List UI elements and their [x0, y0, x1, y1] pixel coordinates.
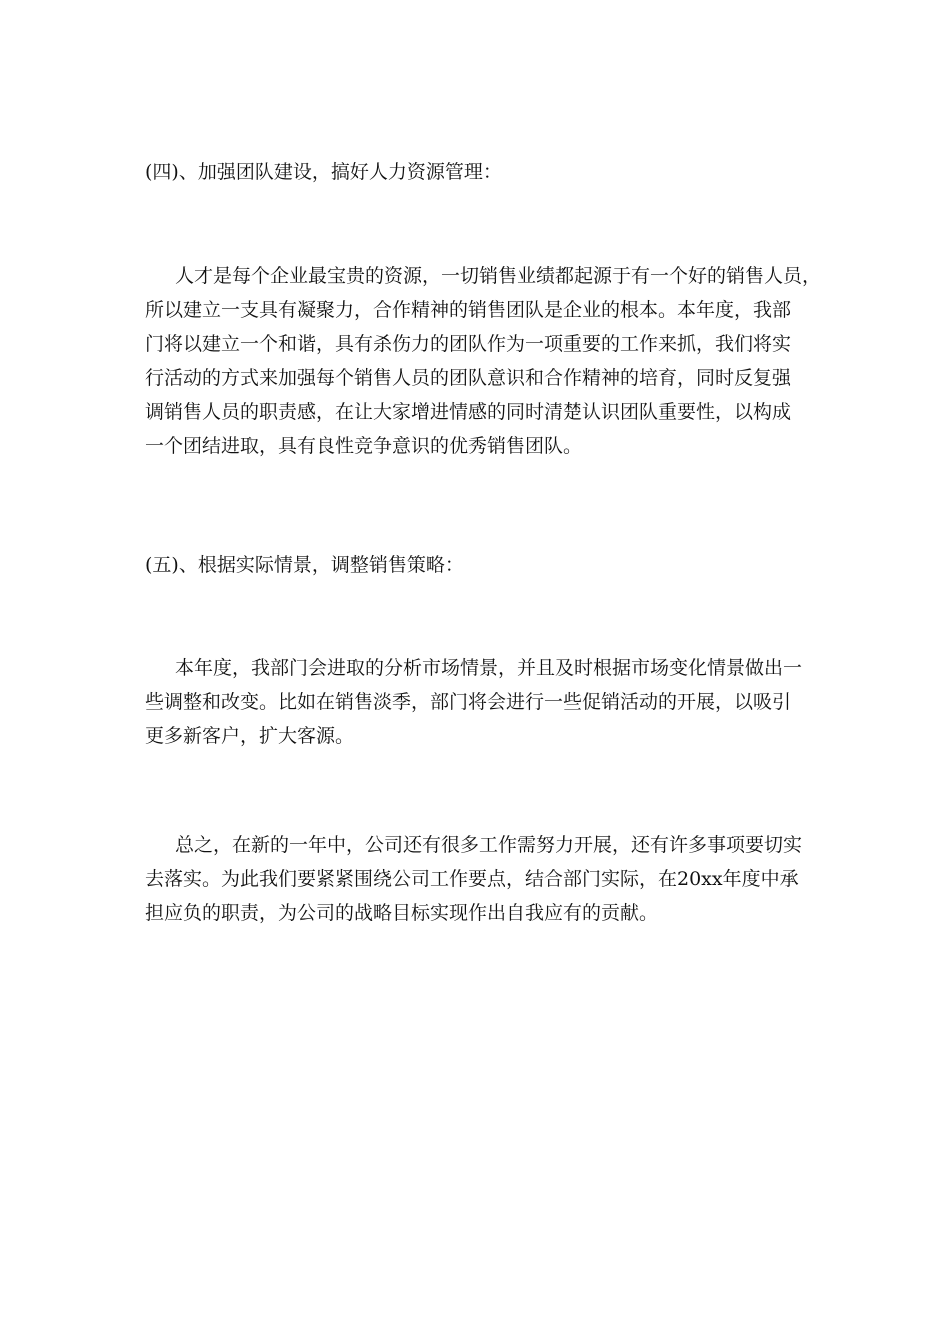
section-4-paragraph: [145, 259, 822, 463]
paragraph-line: 人才是每个企业最宝贵的资源，一切销售业绩都起源于有一个好的销售人员，: [175, 265, 822, 287]
paragraph-line: 所以建立一支具有凝聚力，合作精神的销售团队是企业的根本。本年度，我部: [145, 299, 792, 321]
section-4-heading: (四)、加强团队建设，搞好人力资源管理：: [145, 161, 502, 183]
section-5-heading: (五)、根据实际情景，调整销售策略：: [145, 554, 464, 576]
paragraph-line: 本年度，我部门会进取的分析市场情景，并且及时根据市场变化情景做出一: [175, 657, 803, 679]
section-5-paragraph: [145, 651, 805, 753]
paragraph-line: 些调整和改变。比如在销售淡季，部门将会进行一些促销活动的开展，以吸引: [145, 691, 792, 713]
paragraph-line: 行活动的方式来加强每个销售人员的团队意识和合作精神的培育，同时反复强: [145, 367, 792, 389]
paragraph-line: 调销售人员的职责感，在让大家增进情感的同时清楚认识团队重要性，以构成: [145, 401, 792, 423]
paragraph-line: 担应负的职责，为公司的战略目标实现作出自我应有的贡献。: [145, 902, 659, 924]
conclusion-paragraph: [145, 828, 805, 930]
paragraph-line: 门将以建立一个和谐，具有杀伤力的团队作为一项重要的工作来抓，我们将实: [145, 333, 792, 355]
paragraph-line: 一个团结进取，具有良性竞争意识的优秀销售团队。: [145, 435, 583, 457]
paragraph-line: 总之，在新的一年中，公司还有很多工作需努力开展，还有许多事项要切实: [175, 834, 803, 856]
paragraph-line: 更多新客户，扩大客源。: [145, 725, 355, 747]
paragraph-line: 去落实。为此我们要紧紧围绕公司工作要点，结合部门实际，在20xx年度中承: [145, 868, 799, 890]
